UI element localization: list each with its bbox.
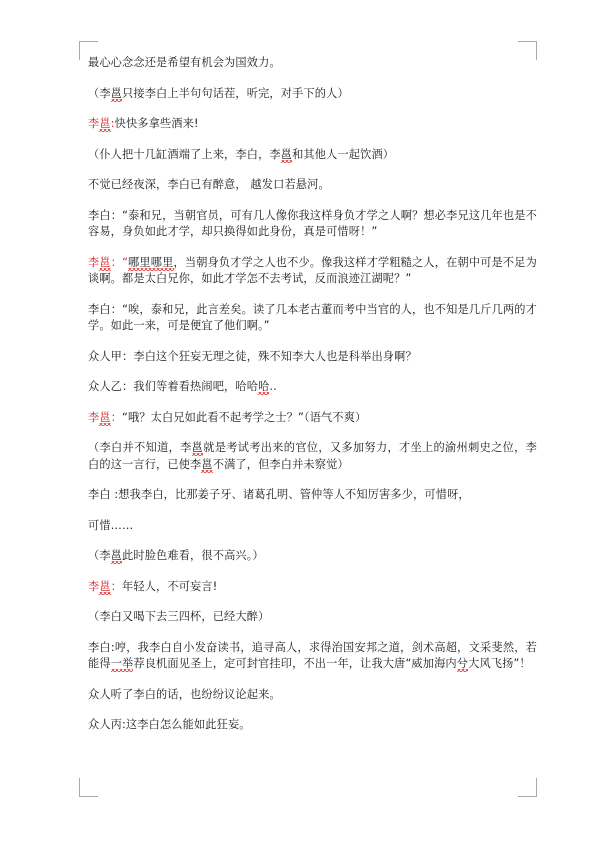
script-text: 众人听了李白的话，也纷纷议论起来。 — [88, 687, 281, 701]
script-text: 此时脸色难看，很不高兴。） — [122, 549, 264, 562]
script-paragraph — [88, 487, 537, 504]
script-text: 众人甲：李白这个狂妄无理之徒，殊不知李大人也是科举出身啊？ — [88, 349, 417, 363]
script-text: 荐良机面见圣上，定可封官挂印，不出一年，让我大唐“威加海内 — [133, 657, 457, 670]
speaker-label: 李 — [88, 255, 100, 269]
spellcheck-flagged-text: 邕 — [191, 441, 204, 454]
script-text: 就是考试考出来的官位，又多加努力，才坐上的渝州刺史之位，李白的这一言行，已使李 — [88, 441, 537, 471]
script-paragraph — [88, 640, 537, 673]
crop-mark-bottom-left — [79, 778, 98, 797]
script-text: 李白：“唉，泰和兄，此言差矣。读了几本老古董而考中当官的人，也不知是几斤几两的才学。如此一来，可是便宜了他们啊。” — [88, 302, 537, 332]
script-paragraph — [88, 349, 537, 366]
script-paragraph — [88, 579, 537, 596]
document-body — [88, 55, 537, 748]
speaker-label: : — [110, 117, 115, 130]
spellcheck-flagged-text: 哪里哪里 — [128, 255, 174, 269]
script-text: （李 — [88, 86, 111, 100]
script-text: （李白并不知道，李 — [88, 441, 192, 454]
spellcheck-flagged-text: 哈 — [258, 380, 270, 393]
script-paragraph — [88, 302, 537, 335]
script-paragraph — [88, 86, 537, 103]
spellcheck-flagged-text: 邕 — [280, 147, 293, 161]
script-paragraph — [88, 717, 537, 734]
speaker-label: ： — [110, 410, 123, 424]
script-paragraph — [88, 410, 537, 427]
script-text: 不满了，但李白并未察觉） — [212, 457, 349, 471]
script-paragraph — [88, 147, 537, 164]
script-paragraph — [88, 687, 537, 704]
script-text: （李 — [88, 549, 111, 562]
script-text: 李白 :想我李白，比那姜子牙、诸葛孔明、管仲等人不知厉害多少，可惜呀， — [88, 488, 470, 501]
script-text: 大风飞扬”！ — [468, 657, 531, 670]
spellcheck-flagged-text: 邕 — [110, 549, 123, 562]
speaker-label: 邕 — [99, 255, 111, 269]
script-text: 最心心念念还是希望有机会为国效力。 — [88, 56, 281, 69]
script-text: 李白:哼，我李白自小发奋读书，追寻高人，求得治国安邦之道，剑术高超，文采斐然，若能得 — [88, 640, 537, 670]
script-paragraph — [88, 379, 537, 396]
script-text: 只接李白上半句句话茬，听完，对手下的人） — [122, 86, 349, 100]
crop-mark-bottom-right — [518, 778, 537, 797]
script-text: 和其他人一起饮酒） — [292, 147, 395, 161]
script-text: （仆人把十几缸酒端了上来，李白，李 — [88, 147, 281, 161]
speaker-label: 李 — [88, 117, 100, 130]
script-paragraph — [88, 609, 537, 626]
script-text: 李白：“泰和兄，当朝官员，可有几人像你我这样身负才学之人啊？想必李兄这几年也是不容易，身负如此才学，却只换得如此身份，真是可惜呀！” — [88, 208, 537, 238]
script-text: ，当朝身负才学之人也不少。像我这样才学粗糙之人，在朝中可是不足为谈啊。都是太白兄你，如此才学怎不去考试，反而浪迹江湖呢？” — [88, 255, 537, 285]
script-text: .. — [269, 380, 277, 393]
script-text: 不觉已经夜深，李白已有醉意， 越发口若悬河。 — [88, 178, 330, 191]
script-paragraph — [88, 116, 537, 133]
script-paragraph — [88, 518, 537, 535]
script-paragraph — [88, 255, 537, 288]
speaker-label: 邕 — [99, 579, 111, 593]
script-paragraph — [88, 548, 537, 565]
script-text: 可惜…… — [88, 518, 134, 532]
spellcheck-flagged-text: 邕 — [201, 457, 213, 471]
script-text: 众人丙:这李白怎么能如此狂妄。 — [88, 718, 251, 731]
spellcheck-flagged-text: 邕 — [110, 86, 123, 100]
speaker-label: ：“ — [110, 255, 129, 269]
spellcheck-flagged-text: 兮 — [456, 657, 469, 670]
script-paragraph — [88, 208, 537, 241]
script-paragraph — [88, 55, 537, 72]
script-text: （李白又喝下去三四杯，已经大醉） — [88, 610, 270, 623]
speaker-label: 邕 — [99, 410, 111, 424]
spellcheck-flagged-text: 一举 — [110, 657, 134, 670]
script-text: “哦？太白兄如此看不起考学之士？”（语气不爽） — [122, 410, 367, 424]
script-paragraph — [88, 440, 537, 473]
script-paragraph — [88, 177, 537, 194]
script-text: 年轻人，不可妄言! — [122, 579, 218, 593]
speaker-label: 李 — [88, 579, 100, 593]
speaker-label: ： — [110, 579, 123, 593]
script-text: 众人乙：我们等着看热闹吧，哈哈 — [88, 380, 259, 393]
speaker-label: 李 — [88, 410, 100, 424]
script-text: 快快多拿些酒来! — [114, 117, 199, 130]
speaker-label: 邕 — [99, 117, 111, 130]
